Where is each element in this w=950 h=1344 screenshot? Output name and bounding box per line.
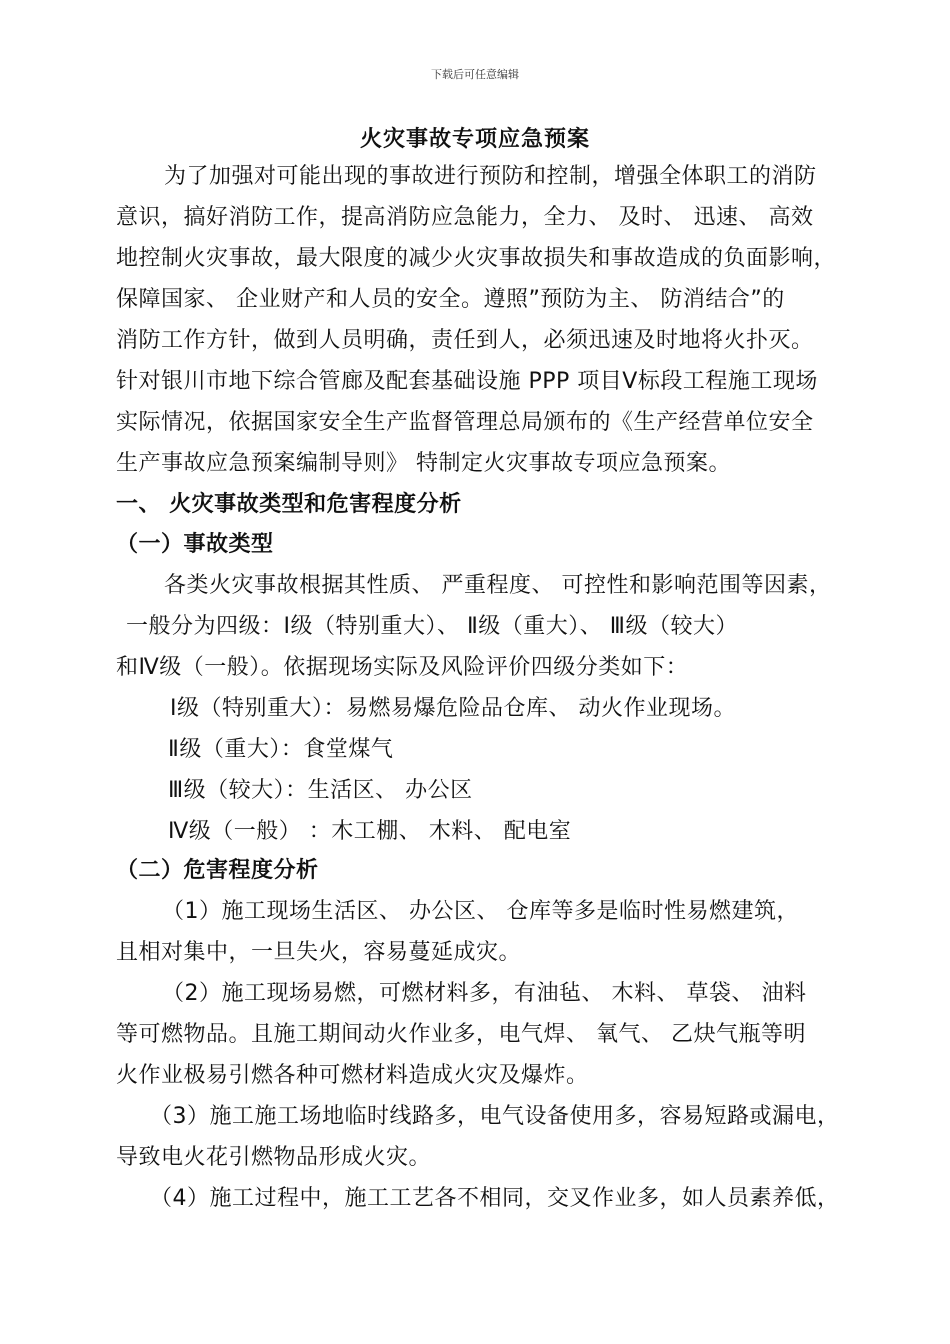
paragraph-line: 针对银川市地下综合管廊及配套基础设施 PPP 项目Ⅴ标段工程施工现场 <box>116 369 818 394</box>
paragraph-line: （2）施工现场易燃，可燃材料多，有油毡、 木料、 草袋、 油料 <box>162 981 807 1006</box>
paragraph-line: 消防工作方针，做到人员明确，责任到人，必须迅速及时地将火扑灭。 <box>116 328 814 353</box>
paragraph-line: 意识，搞好消防工作，提高消防应急能力，全力、 及时、 迅速、 高效 <box>116 205 814 230</box>
paragraph-line: 保障国家、 企业财产和人员的安全。遵照”预防为主、 防消结合”的 <box>116 287 785 312</box>
level-item: Ⅰ级（特别重大）：易燃易爆危险品仓库、 动火作业现场。 <box>170 696 736 721</box>
level-item: Ⅳ级（一般） ：木工棚、 木料、 配电室 <box>168 819 572 844</box>
paragraph-line: （3）施工施工场地临时线路多，电气设备使用多，容易短路或漏电， <box>150 1104 840 1129</box>
section-heading: 一、 火灾事故类型和危害程度分析 <box>116 492 462 517</box>
level-item: Ⅲ级（较大）：生活区、 办公区 <box>168 778 473 803</box>
paragraph-line: 导致电火花引燃物品形成火灾。 <box>116 1145 432 1170</box>
paragraph-line: 各类火灾事故根据其性质、 严重程度、 可控性和影响范围等因素， <box>164 573 832 598</box>
paragraph-line: 地控制火灾事故，最大限度的减少火灾事故损失和事故造成的负面影响， <box>116 246 837 271</box>
paragraph-line: 一般分为四级：Ⅰ级（特别重大）、 Ⅱ级（重大）、 Ⅲ级（较大） <box>126 614 738 639</box>
paragraph-line: 生产事故应急预案编制导则》 特制定火灾事故专项应急预案。 <box>116 451 731 476</box>
paragraph-line: 等可燃物品。且施工期间动火作业多，电气焊、 氧气、 乙炔气瓶等明 <box>116 1022 806 1047</box>
level-item: Ⅱ级（重大）：食堂煤气 <box>168 737 394 762</box>
paragraph-line: 为了加强对可能出现的事故进行预防和控制，增强全体职工的消防 <box>164 164 817 189</box>
paragraph-line: 且相对集中，一旦失火，容易蔓延成灾。 <box>116 940 522 965</box>
subsection-heading: （二）危害程度分析 <box>116 858 319 883</box>
paragraph-line: 实际情况，依据国家安全生产监督管理总局颁布的《生产经营单位安全 <box>116 410 814 435</box>
page-header: 下载后可任意编辑 <box>431 68 519 81</box>
document-title: 火灾事故专项应急预案 <box>359 127 590 152</box>
paragraph-line: 火作业极易引燃各种可燃材料造成火灾及爆炸。 <box>116 1063 589 1088</box>
paragraph-line: （4）施工过程中，施工工艺各不相同，交叉作业多，如人员素养低， <box>150 1186 840 1211</box>
subsection-heading: （一）事故类型 <box>116 532 274 557</box>
paragraph-line: （1）施工现场生活区、 办公区、 仓库等多是临时性易燃建筑， <box>162 899 799 924</box>
paragraph-line: 和Ⅳ级（一般）。依据现场实际及风险评价四级分类如下： <box>116 655 689 680</box>
